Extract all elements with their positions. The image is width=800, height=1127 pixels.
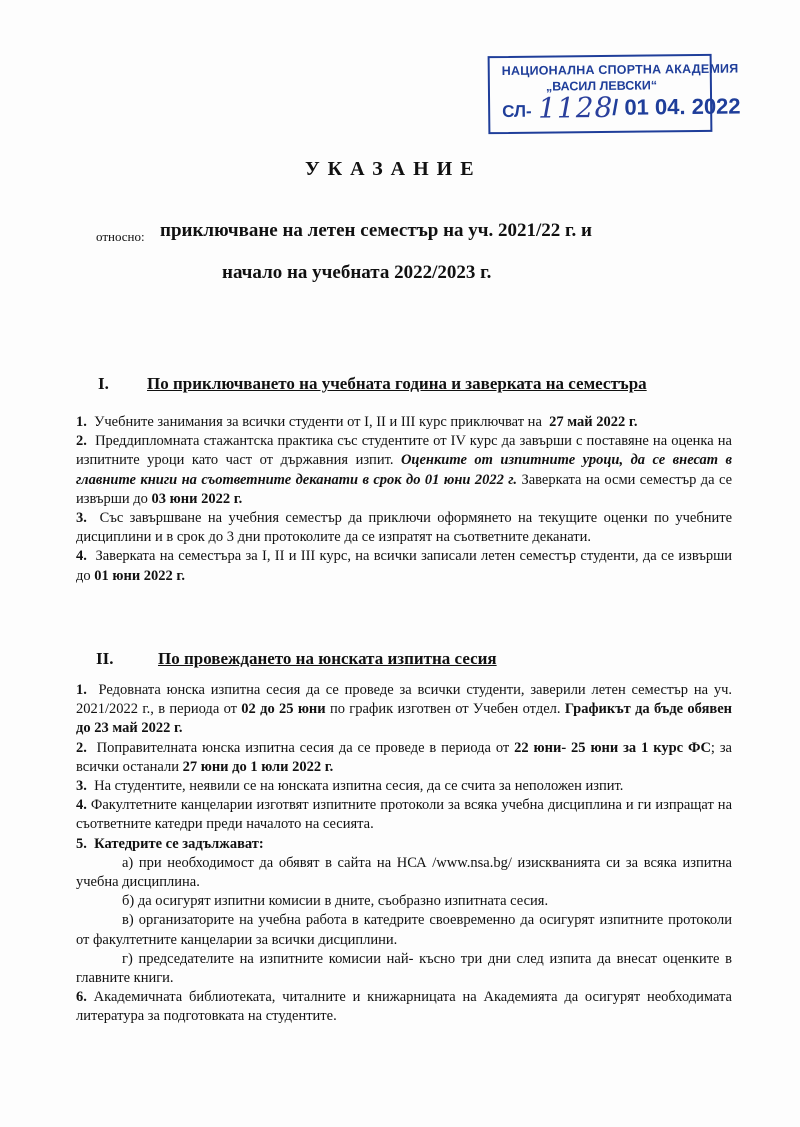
- registration-stamp: [488, 54, 741, 134]
- section-1-number: I.: [98, 374, 109, 393]
- section-2-body: [76, 681, 732, 1027]
- section-1-title: По приключването на учебната година и заверката на семестъра: [147, 374, 647, 393]
- section-2-number: II.: [96, 649, 114, 668]
- list-item: 3. На студентите, неявили се на юнската изпитна сесия, да се счита за неположен изпит.: [76, 778, 624, 795]
- subject-line-2: начало на учебната 2022/2023 г.: [222, 262, 492, 283]
- stamp-date: / 01 04. 2022: [612, 93, 741, 120]
- list-subitem: в) организаторите на учебна работа в катедрите своевременно да осигурят изпитните протоколи от факултетните канцеларии за всички дисциплини.: [76, 912, 732, 948]
- list-item: 2. Преддипломната стажантска практика със студентите от IV курс да завърши с поставяне на оценка на изпитните уроци като част от държавния изпит. Оценките от изпитните уроци, да се внесат в главните книги на съответните деканати в срок до 01 юни 2022 г. Заверката на осми семестър да се извърши до 03 юни 2022 г.: [76, 433, 733, 507]
- list-subitem: а) при необходимост да обявят в сайта на НСА /www.nsa.bg/ изискванията си за всяка изпитна учебна дисциплина.: [76, 854, 732, 891]
- list-item: 4. Факултетните канцеларии изготвят изпитните протоколи за всяка учебна дисциплина и ги изпращат на съответните катедри преди началото на сесията.: [76, 797, 733, 833]
- document-title: УКАЗАНИЕ: [305, 158, 482, 180]
- list-item: 1. Редовната юнска изпитна сесия да се проведе за всички студенти, заверили летен семестър на уч. 2021/2022 г., в периода от 02 до 25 юни по график изготвен от Учебен отдел. Графикът да бъде обявен до 23 май 2022 г.: [76, 682, 733, 737]
- stamp-prefix: СЛ-: [502, 101, 532, 122]
- list-subitem: г) председателите на изпитните комисии най- късно три дни след изпита да внесат оценките в главните книги.: [76, 950, 732, 987]
- section-2-title: По провеждането на юнската изпитна сесия: [158, 649, 497, 668]
- stamp-institution-name: „ВАСИЛ ЛЕВСКИ“: [545, 78, 658, 94]
- list-item: 5. Катедрите се задължават:: [76, 835, 264, 852]
- section-1-body: [76, 413, 732, 586]
- stamp-institution: НАЦИОНАЛНА СПОРТНА АКАДЕМИЯ: [501, 61, 739, 79]
- subject-label: относно:: [96, 229, 145, 244]
- list-item: 6. Академичната библиотеката, читалните и книжарницата на Академията да осигурят необходимата литература за подготовката на студентите.: [76, 989, 732, 1025]
- list-subitem: б) да осигурят изпитни комисии в дните, съобразно изпитната сесия.: [122, 893, 549, 910]
- list-item: 4. Заверката на семестъра за I, II и III курс, на всички записали летен семестър студенти, да се извърши до 01 юни 2022 г.: [76, 548, 732, 584]
- list-item: 1. Учебните занимания за всички студенти от I, II и III курс приключват на 27 май 2022 г.: [76, 414, 638, 430]
- list-item: 2. Поправителната юнска изпитна сесия да се проведе в периода от 22 юни- 25 юни за 1 курс ФС; за всички останали 27 юни до 1 юли 2022 г.: [76, 739, 732, 775]
- subject-line-1: приключване на летен семестър на уч. 2021/22 г. и: [160, 220, 592, 241]
- stamp-handwritten-number: 1128: [537, 90, 614, 125]
- list-item: 3. Със завършване на учебния семестър да приключи оформянето на текущите оценки по учебните дисциплини и в срок до 3 дни протоколите да се изпратят на съответните деканати.: [76, 510, 733, 546]
